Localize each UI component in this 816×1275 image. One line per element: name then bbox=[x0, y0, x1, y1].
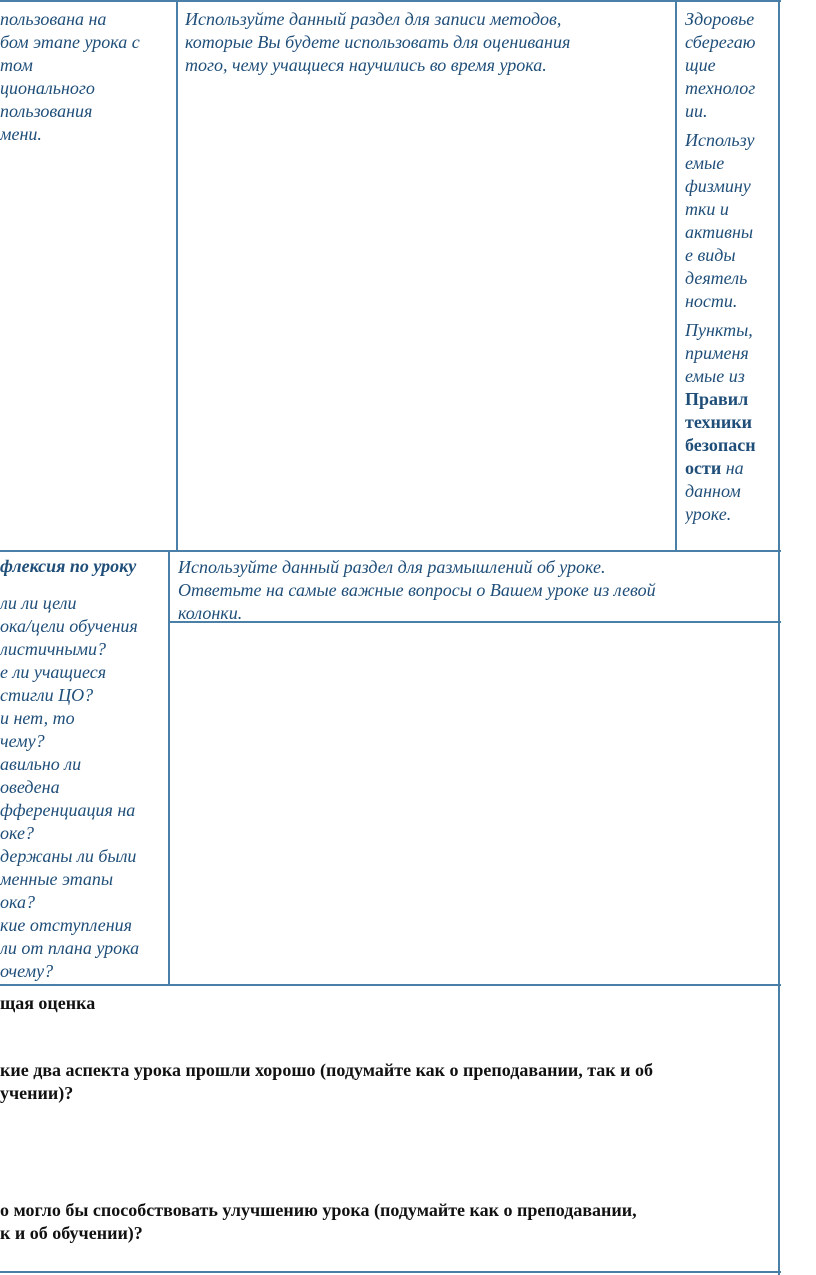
safety-rules-bold: Правил bbox=[685, 389, 749, 409]
summary-title: щая оценка bbox=[0, 993, 96, 1013]
question-line: к и об обучении)? bbox=[0, 1223, 143, 1243]
question-line: ли ли цели bbox=[0, 593, 77, 613]
text-line: ционального bbox=[0, 78, 95, 98]
health-tech-text bbox=[685, 8, 777, 123]
safety-rules-bold: безопасн bbox=[685, 435, 756, 455]
table-right-border bbox=[778, 0, 780, 1275]
text-line: которые Вы будете использовать для оценивания bbox=[185, 32, 571, 52]
physical-activity-text bbox=[685, 129, 777, 313]
summary-q1-cell bbox=[0, 1059, 776, 1105]
text-line: того, чему учащиеся научились во время урока. bbox=[185, 55, 547, 75]
question-line: чему? bbox=[0, 731, 45, 751]
reflection-instruction-text bbox=[178, 556, 776, 625]
reflection-heading: флексия по уроку bbox=[0, 556, 137, 576]
question-line: ока? bbox=[0, 892, 35, 912]
question-line: о могло бы способствовать улучшению урока (подумайте как о преподавании, bbox=[0, 1200, 637, 1220]
question-line: стигли ЦО? bbox=[0, 685, 94, 705]
text-line: физмину bbox=[685, 176, 751, 196]
question-line: учении)? bbox=[0, 1083, 74, 1103]
summary-question-2 bbox=[0, 1199, 776, 1245]
question-line: листичными? bbox=[0, 639, 107, 659]
reflection-bottom-border bbox=[0, 984, 781, 986]
text-line: емые bbox=[685, 153, 725, 173]
text-line: Здоровье bbox=[685, 9, 755, 29]
text-line: применя bbox=[685, 343, 749, 363]
text-line: тки и bbox=[685, 199, 729, 219]
question-line: фференциация на bbox=[0, 800, 136, 820]
question-line: оке? bbox=[0, 823, 34, 843]
text-line: технолог bbox=[685, 78, 756, 98]
reflection-questions bbox=[0, 592, 166, 983]
safety-rules-bold: ости bbox=[685, 458, 722, 478]
top-left-cell bbox=[0, 8, 174, 146]
text-line: Пункты, bbox=[685, 320, 753, 340]
reflection-left-cell bbox=[0, 555, 166, 983]
reflection-answer-area[interactable] bbox=[170, 623, 778, 984]
question-line: держаны ли были bbox=[0, 846, 137, 866]
text-line: е виды bbox=[685, 245, 736, 265]
reflection-instruction-cell bbox=[178, 556, 776, 625]
question-line: кие отступления bbox=[0, 915, 133, 935]
text-line: колонки. bbox=[178, 603, 243, 623]
question-line: оведена bbox=[0, 777, 60, 797]
safety-rules-text bbox=[685, 319, 777, 526]
question-line: и нет, то bbox=[0, 708, 75, 728]
text-line: пользована на bbox=[0, 9, 107, 29]
bold-text-line bbox=[685, 434, 777, 457]
question-line: е ли учащиеся bbox=[0, 662, 107, 682]
text-line: ии. bbox=[685, 101, 708, 121]
bold-text-line bbox=[685, 457, 777, 480]
text-line: Использу bbox=[685, 130, 755, 150]
safety-rules-bold: техники bbox=[685, 412, 752, 432]
summary-q2-cell bbox=[0, 1199, 776, 1245]
text-line: щие bbox=[685, 55, 716, 75]
text-line: Используйте данный раздел для записи методов, bbox=[185, 9, 562, 29]
assessment-instruction-text bbox=[185, 8, 673, 77]
text-line: деятель bbox=[685, 268, 748, 288]
question-line: авильно ли bbox=[0, 754, 82, 774]
question-line: ли от плана урока bbox=[0, 938, 140, 958]
table-top-border bbox=[0, 0, 781, 2]
question-line: очему? bbox=[0, 961, 54, 981]
text-line: сберегаю bbox=[685, 32, 756, 52]
top-right-cell bbox=[685, 8, 777, 526]
text-line: данном bbox=[685, 481, 741, 501]
text-line: ности. bbox=[685, 291, 738, 311]
text-line: Ответьте на самые важные вопросы о Вашем уроке из левой bbox=[178, 580, 656, 600]
table-bottom-border bbox=[0, 1271, 781, 1273]
text-line: уроке. bbox=[685, 504, 732, 524]
text-line: пользования bbox=[0, 101, 93, 121]
top-middle-cell bbox=[185, 8, 673, 77]
top-row-divider-2 bbox=[675, 0, 677, 552]
text-line: мени. bbox=[0, 124, 42, 144]
bold-text-line bbox=[685, 411, 777, 434]
summary-question-1 bbox=[0, 1059, 776, 1105]
summary-cell bbox=[0, 992, 776, 1015]
text-line: активны bbox=[685, 222, 754, 242]
text-line: том bbox=[0, 55, 33, 75]
top-row-bottom-border bbox=[0, 550, 781, 552]
top-row-divider-1 bbox=[176, 0, 178, 552]
question-line: ока/цели обучения bbox=[0, 616, 138, 636]
bold-text-line bbox=[685, 388, 777, 411]
text-line: емые из bbox=[685, 366, 745, 386]
top-left-text bbox=[0, 8, 174, 146]
question-line: кие два аспекта урока прошли хорошо (подумайте как о преподавании, так и об bbox=[0, 1060, 654, 1080]
inline-tail: на bbox=[721, 458, 744, 478]
text-line: Используйте данный раздел для размышлений об уроке. bbox=[178, 557, 606, 577]
text-line: бом этапе урока с bbox=[0, 32, 140, 52]
question-line: менные этапы bbox=[0, 869, 114, 889]
